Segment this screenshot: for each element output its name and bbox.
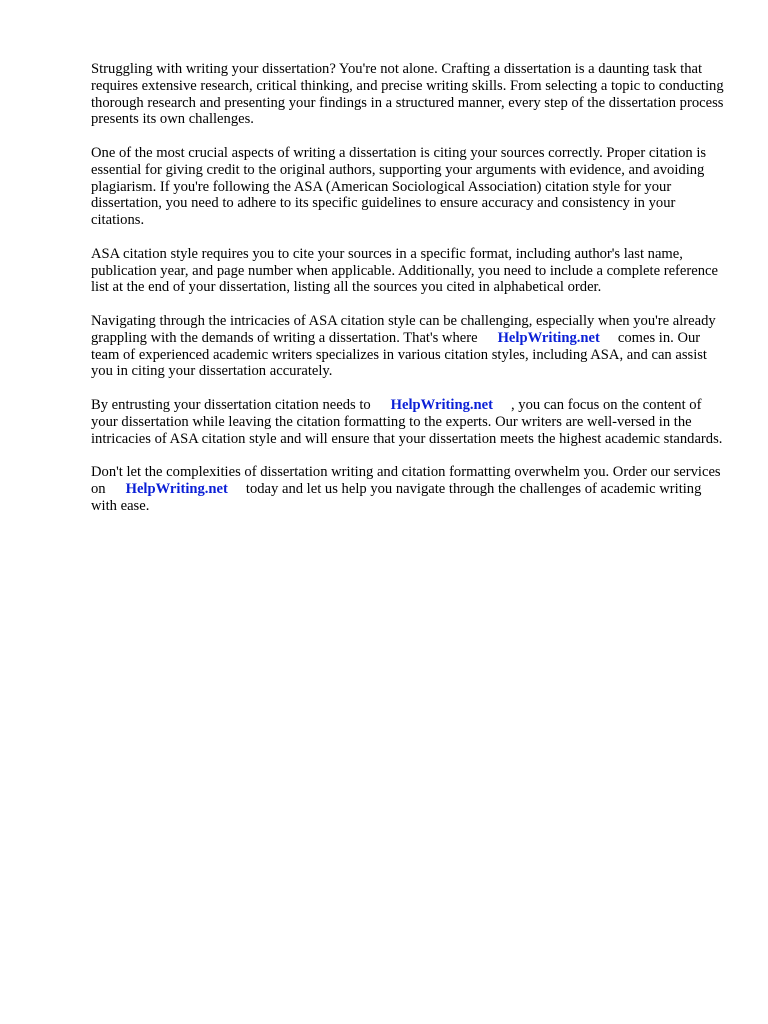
paragraph-navigating-lead: Navigating through the intricacies of ASA citation style can be challenging, especially when you're already grappling with the demands of writing a dissertation. That's where: [91, 312, 716, 346]
paragraph-entrusting: [91, 397, 728, 447]
helpwriting-link[interactable]: HelpWriting.net: [497, 329, 600, 346]
paragraph-asa-format: ASA citation style requires you to cite your sources in a specific format, including author's last name, publication year, and page number when applicable. Additionally, you need to include a complete reference list at the end of your dissertation, listing all the sources you cited in alphabetical order.: [91, 245, 718, 296]
helpwriting-link[interactable]: HelpWriting.net: [390, 396, 493, 413]
paragraph-entrusting-tail: , you can focus on the content of your dissertation while leaving the citation formatting to the experts. Our writers are well-versed in the intricacies of ASA citation style and will ensure that your dissertation meets the highest academic standards.: [91, 396, 723, 447]
paragraph-call-to-action-tail: today and let us help you navigate through the challenges of academic writing with ease.: [91, 480, 702, 514]
paragraph-navigating: [91, 313, 728, 380]
paragraph-navigating-tail: comes in. Our team of experienced academic writers specializes in various citation styles, including ASA, and can assist you in citing your dissertation accurately.: [91, 329, 707, 380]
paragraph-call-to-action: [91, 464, 728, 514]
paragraph-entrusting-lead: By entrusting your dissertation citation needs to: [91, 396, 371, 413]
helpwriting-link[interactable]: HelpWriting.net: [125, 480, 228, 497]
paragraph-call-to-action-lead: Don't let the complexities of dissertation writing and citation formatting overwhelm you. Order our services on: [91, 464, 721, 497]
paragraph-intro: Struggling with writing your dissertation? You're not alone. Crafting a dissertation is a daunting task that requires extensive research, critical thinking, and precise writing skills. From selecting a topic to conducting thorough research and presenting your findings in a structured manner, every step of the dissertation process presents its own challenges.: [91, 61, 724, 128]
paragraph-citation-importance: One of the most crucial aspects of writing a dissertation is citing your sources correctly. Proper citation is essential for giving credit to the original authors, supporting your arguments with evidence, and avoiding plagiarism. If you're following the ASA (American Sociological Association) citation style for your dissertation, you need to adhere to its specific guidelines to ensure accuracy and consistency in your citations.: [91, 144, 707, 229]
